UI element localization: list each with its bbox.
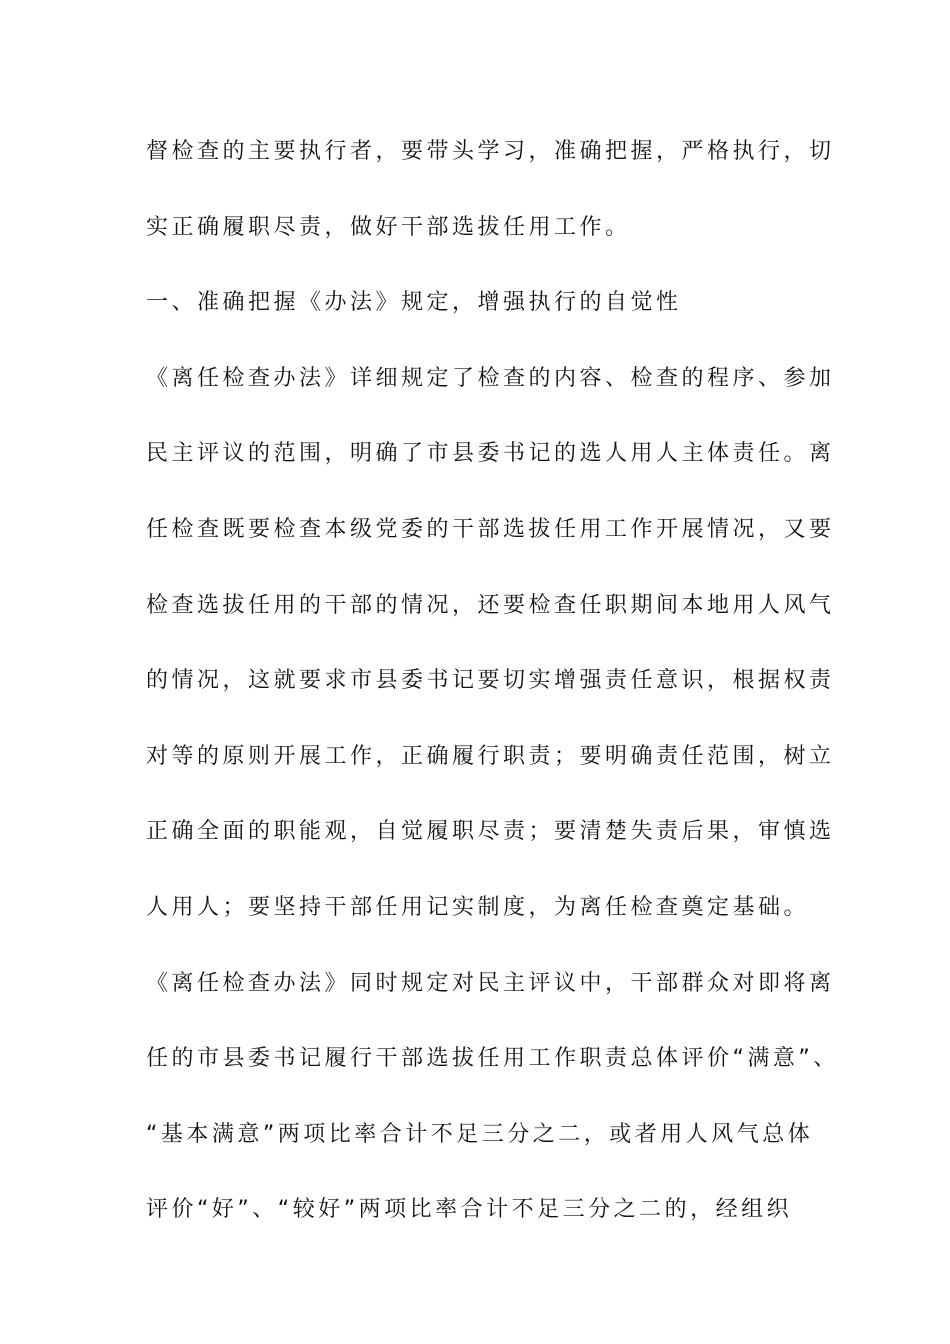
text-line: 督检查的主要执行者，要带头学习，准确把握，严格执行，切 — [146, 139, 835, 164]
text-line: 正确全面的职能观，自觉履职尽责；要清楚失责后果，审慎选 — [146, 819, 835, 845]
text-line: 评价“好”、“较好”两项比率合计不足三分之二的，经组织 — [146, 1197, 793, 1223]
text-line: 任的市县委书记履行干部选拔任用工作职责总体评价“满意”、 — [146, 1046, 839, 1072]
text-line: “基本满意”两项比率合计不足三分之二，或者用人风气总体 — [146, 1121, 814, 1147]
text-line: 民主评议的范围，明确了市县委书记的选人用人主体责任。离 — [146, 441, 835, 467]
text-line: 《离任检查办法》同时规定对民主评议中，干部群众对即将离 — [146, 970, 835, 996]
body-text — [146, 131, 846, 1265]
text-line: 《离任检查办法》详细规定了检查的内容、检查的程序、参加 — [146, 365, 835, 391]
text-line: 检查选拔任用的干部的情况，还要检查任职期间本地用人风气 — [146, 592, 835, 618]
text-line: 人用人；要坚持干部任用记实制度，为离任检查奠定基础。 — [146, 894, 810, 920]
text-line: 对等的原则开展工作，正确履行职责；要明确责任范围，树立 — [146, 743, 835, 769]
text-line: 实正确履职尽责，做好干部选拔任用工作。 — [146, 214, 631, 240]
section-heading: 一、准确把握《办法》规定，增强执行的自觉性 — [146, 290, 682, 316]
text-line: 任检查既要检查本级党委的干部选拔任用工作开展情况，又要 — [146, 516, 835, 542]
text-line: 的情况，这就要求市县委书记要切实增强责任意识，根据权责 — [146, 668, 835, 694]
